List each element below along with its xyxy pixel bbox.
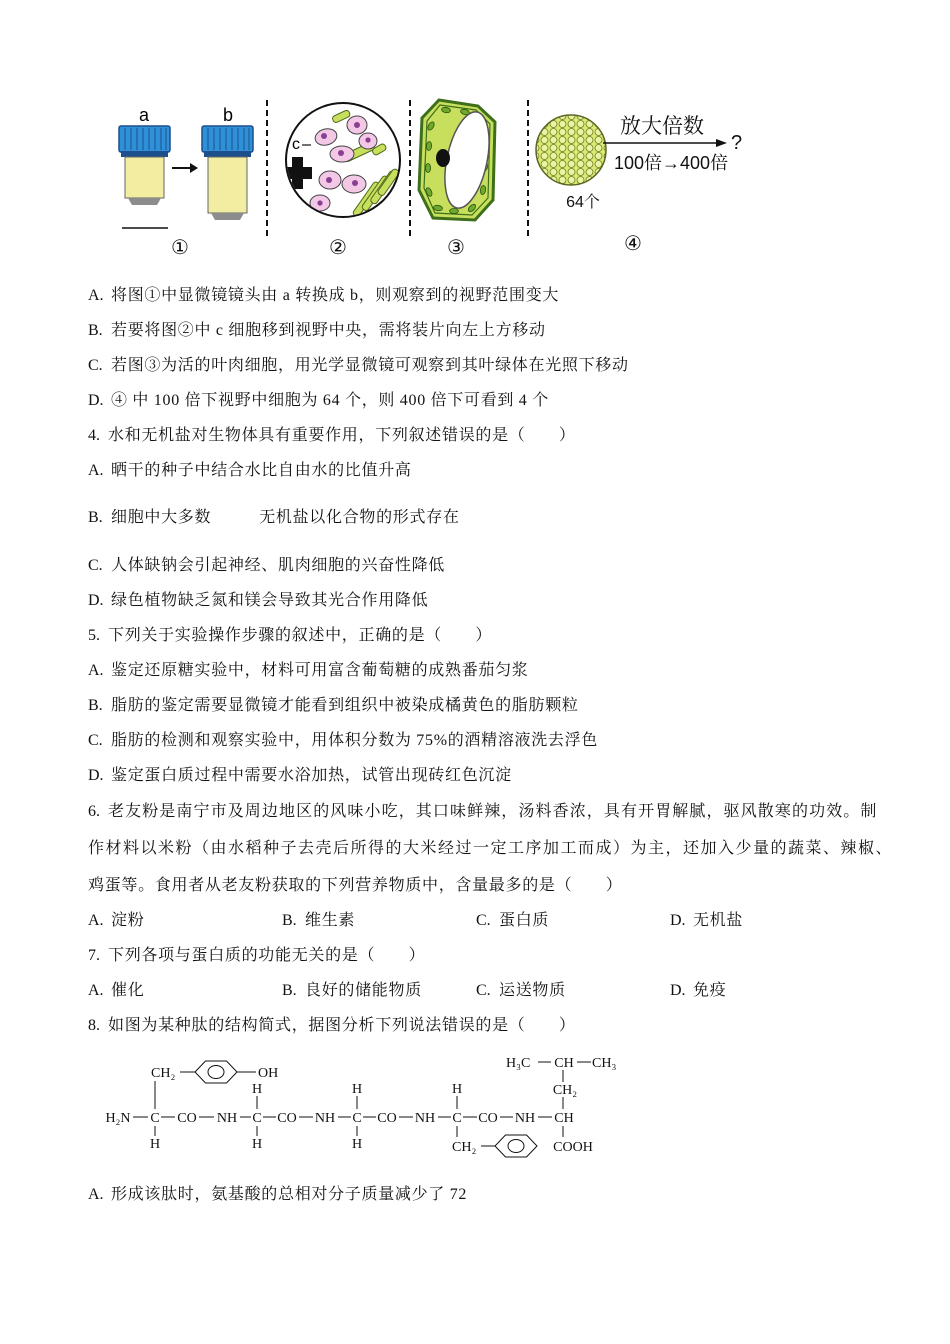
benzene-ring-icon — [195, 1061, 237, 1083]
question-text: 下列关于实验操作步骤的叙述中，正确的是（ ） — [108, 627, 493, 644]
question-text: 老友粉是南宁市及周边地区的风味小吃，其口味鲜辣，汤料香浓，具有开胃解腻，驱风散寒的功效。制 — [108, 803, 878, 820]
panel-1-number: ① — [171, 235, 189, 259]
hydroxyl-group: OH — [258, 1066, 279, 1081]
hydrogen-atom: H — [351, 1082, 363, 1097]
objective-a-icon — [119, 126, 170, 205]
q7-option-c — [476, 981, 566, 1001]
q6-stem-line-3 — [88, 876, 622, 896]
hydrogen-atom: H — [149, 1137, 161, 1152]
option-label: B. — [282, 912, 297, 929]
option-text: 形成该肽时，氨基酸的总相对分子质量减少了 72 — [111, 1186, 468, 1203]
imino-group: NH — [414, 1111, 436, 1126]
carbonyl-group: CO — [277, 1111, 297, 1126]
option-label: A. — [88, 287, 104, 304]
option-label: D. — [670, 912, 686, 929]
q6-stem-line-1 — [88, 802, 878, 822]
question-number: 5. — [88, 627, 100, 644]
alpha-carbon: C — [352, 1111, 362, 1126]
option-text: 绿色植物缺乏氮和镁会导致其光合作用降低 — [111, 592, 429, 609]
q7-option-d — [670, 981, 726, 1001]
imino-group: NH — [314, 1111, 336, 1126]
option-label: A. — [88, 912, 104, 929]
q4-option-d — [88, 591, 428, 611]
hydrogen-atom: H — [351, 1137, 363, 1152]
arrow-right-icon — [172, 163, 198, 173]
cell-count-label: 64个 — [566, 194, 600, 211]
q3-option-b — [88, 321, 546, 341]
methylene-group: CH₂ — [452, 1140, 477, 1155]
question-number: 8. — [88, 1017, 100, 1034]
option-label: C. — [476, 912, 491, 929]
option-text: 脂肪的检测和观察实验中，用体积分数为 75%的酒精溶液洗去浮色 — [111, 732, 599, 749]
option-text: 晒干的种子中结合水比自由水的比值升高 — [111, 462, 412, 479]
option-label: C. — [476, 982, 491, 999]
amino-group: H₂N — [105, 1111, 131, 1126]
option-label: B. — [88, 509, 103, 526]
option-text: 鉴定还原糖实验中，材料可用富含葡萄糖的成熟番茄匀浆 — [111, 662, 529, 679]
q5-option-c — [88, 731, 598, 751]
option-text: 免疫 — [693, 982, 727, 999]
question-number: 6. — [88, 803, 100, 820]
option-label: A. — [88, 982, 104, 999]
option-label: B. — [88, 697, 103, 714]
methylene-group: CH₂ — [552, 1083, 578, 1098]
hydrogen-atom: H — [251, 1137, 263, 1152]
alpha-carbon: C — [452, 1111, 462, 1126]
q6-option-d — [670, 911, 743, 931]
q7-stem — [88, 946, 425, 966]
question-mark: ? — [731, 132, 743, 154]
panel-2-field-of-view — [283, 103, 400, 259]
option-text: 若要将图②中 c 细胞移到视野中央，需将装片向左上方移动 — [111, 322, 546, 339]
option-text-continued: 无机盐以化合物的形式存在 — [259, 509, 460, 526]
q3-option-a — [88, 286, 559, 306]
carbonyl-group: CO — [177, 1111, 197, 1126]
objective-b-label: b — [222, 105, 234, 125]
option-label: A. — [88, 662, 104, 679]
imino-group: NH — [514, 1111, 536, 1126]
methine-group: CH — [554, 1056, 574, 1071]
hydrogen-atom: H — [251, 1082, 263, 1097]
option-label: D. — [670, 982, 686, 999]
option-text: 良好的储能物质 — [305, 982, 422, 999]
q4-option-b — [88, 508, 460, 528]
option-text: 将图①中显微镜镜头由 a 转换成 b，则观察到的视野范围变大 — [111, 287, 560, 304]
q6-option-b — [282, 911, 355, 931]
panel-1-objectives — [119, 105, 253, 259]
option-label: D. — [88, 392, 104, 409]
methylene-group: CH₂ — [151, 1066, 176, 1081]
option-text: 维生素 — [305, 912, 356, 929]
question-number: 7. — [88, 947, 100, 964]
alpha-carbon: C — [150, 1111, 160, 1126]
benzene-ring-icon — [495, 1135, 537, 1157]
option-label: C. — [88, 557, 103, 574]
option-text: 催化 — [111, 982, 145, 999]
methyl-group: H₃C — [506, 1056, 531, 1071]
option-label: B. — [282, 982, 297, 999]
q7-option-a — [88, 981, 144, 1001]
q7-option-b — [282, 981, 422, 1001]
peptide-structure — [0, 1040, 950, 1165]
panel-2-number: ② — [329, 235, 347, 259]
q4-option-c — [88, 556, 445, 576]
q5-stem — [88, 626, 492, 646]
panel-4-magnification — [536, 115, 742, 255]
option-text: 人体缺钠会引起神经、肌肉细胞的兴奋性降低 — [111, 557, 446, 574]
option-label: A. — [88, 1186, 104, 1203]
panel-3-plant-cell — [419, 100, 497, 259]
carbonyl-group: CO — [478, 1111, 498, 1126]
bond-lines — [133, 1062, 591, 1146]
option-label: C. — [88, 357, 103, 374]
alpha-carbon: C — [252, 1111, 262, 1126]
panel-3-number: ③ — [447, 235, 465, 259]
field-of-view-cells — [536, 115, 606, 185]
microscope-figure — [0, 0, 950, 270]
option-text: 运送物质 — [499, 982, 566, 999]
nucleus — [436, 149, 450, 167]
question-text: 水和无机盐对生物体具有重要作用，下列叙述错误的是（ ） — [108, 427, 576, 444]
objective-b-icon — [202, 126, 253, 220]
alpha-carbon: CH — [554, 1111, 574, 1126]
option-label: D. — [88, 767, 104, 784]
question-text: 作材料以米粉（由水稻种子去壳后所得的大米经过一定工序加工而成）为主，还加入少量的蔬菜、辣椒、 — [88, 840, 894, 857]
option-text: 蛋白质 — [499, 912, 550, 929]
q6-option-a — [88, 911, 144, 931]
option-text: 细胞中大多数 — [111, 509, 212, 526]
question-text: 如图为某种肽的结构简式，据图分析下列说法错误的是（ ） — [108, 1017, 576, 1034]
option-label: D. — [88, 592, 104, 609]
carbonyl-group: CO — [377, 1111, 397, 1126]
question-number: 4. — [88, 427, 100, 444]
q5-option-b — [88, 696, 579, 716]
q4-stem — [88, 426, 576, 446]
option-text: 无机盐 — [693, 912, 744, 929]
option-text: 若图③为活的叶肉细胞，用光学显微镜可观察到其叶绿体在光照下移动 — [111, 357, 629, 374]
q8-stem — [88, 1016, 576, 1036]
carboxyl-group: COOH — [553, 1140, 593, 1155]
hydrogen-atom: H — [451, 1082, 463, 1097]
option-text: 淀粉 — [111, 912, 145, 929]
arrow-right-icon — [603, 139, 727, 147]
q8-option-a — [88, 1185, 467, 1205]
q3-option-d — [88, 391, 549, 411]
option-label: B. — [88, 322, 103, 339]
q6-stem-line-2 — [88, 839, 893, 859]
q5-option-a — [88, 661, 529, 681]
panel-4-number: ④ — [624, 231, 642, 255]
question-text: 鸡蛋等。食用者从老友粉获取的下列营养物质中，含量最多的是（ ） — [88, 877, 623, 894]
option-label: C. — [88, 732, 103, 749]
q3-option-c — [88, 356, 629, 376]
option-text: 脂肪的鉴定需要显微镜才能看到组织中被染成橘黄色的脂肪颗粒 — [111, 697, 579, 714]
magnification-change: 100倍→400倍 — [614, 153, 729, 173]
cell-c-label: c — [292, 136, 300, 153]
q5-option-d — [88, 766, 512, 786]
option-text: ④ 中 100 倍下视野中细胞为 64 个，则 400 倍下可看到 4 个 — [111, 392, 549, 409]
objective-a-label: a — [138, 105, 150, 125]
question-text: 下列各项与蛋白质的功能无关的是（ ） — [108, 947, 426, 964]
imino-group: NH — [216, 1111, 238, 1126]
option-label: A. — [88, 462, 104, 479]
methyl-group: CH₃ — [592, 1056, 617, 1071]
q4-option-a — [88, 461, 412, 481]
magnification-title: 放大倍数 — [620, 115, 704, 138]
q6-option-c — [476, 911, 549, 931]
option-text: 鉴定蛋白质过程中需要水浴加热，试管出现砖红色沉淀 — [111, 767, 512, 784]
